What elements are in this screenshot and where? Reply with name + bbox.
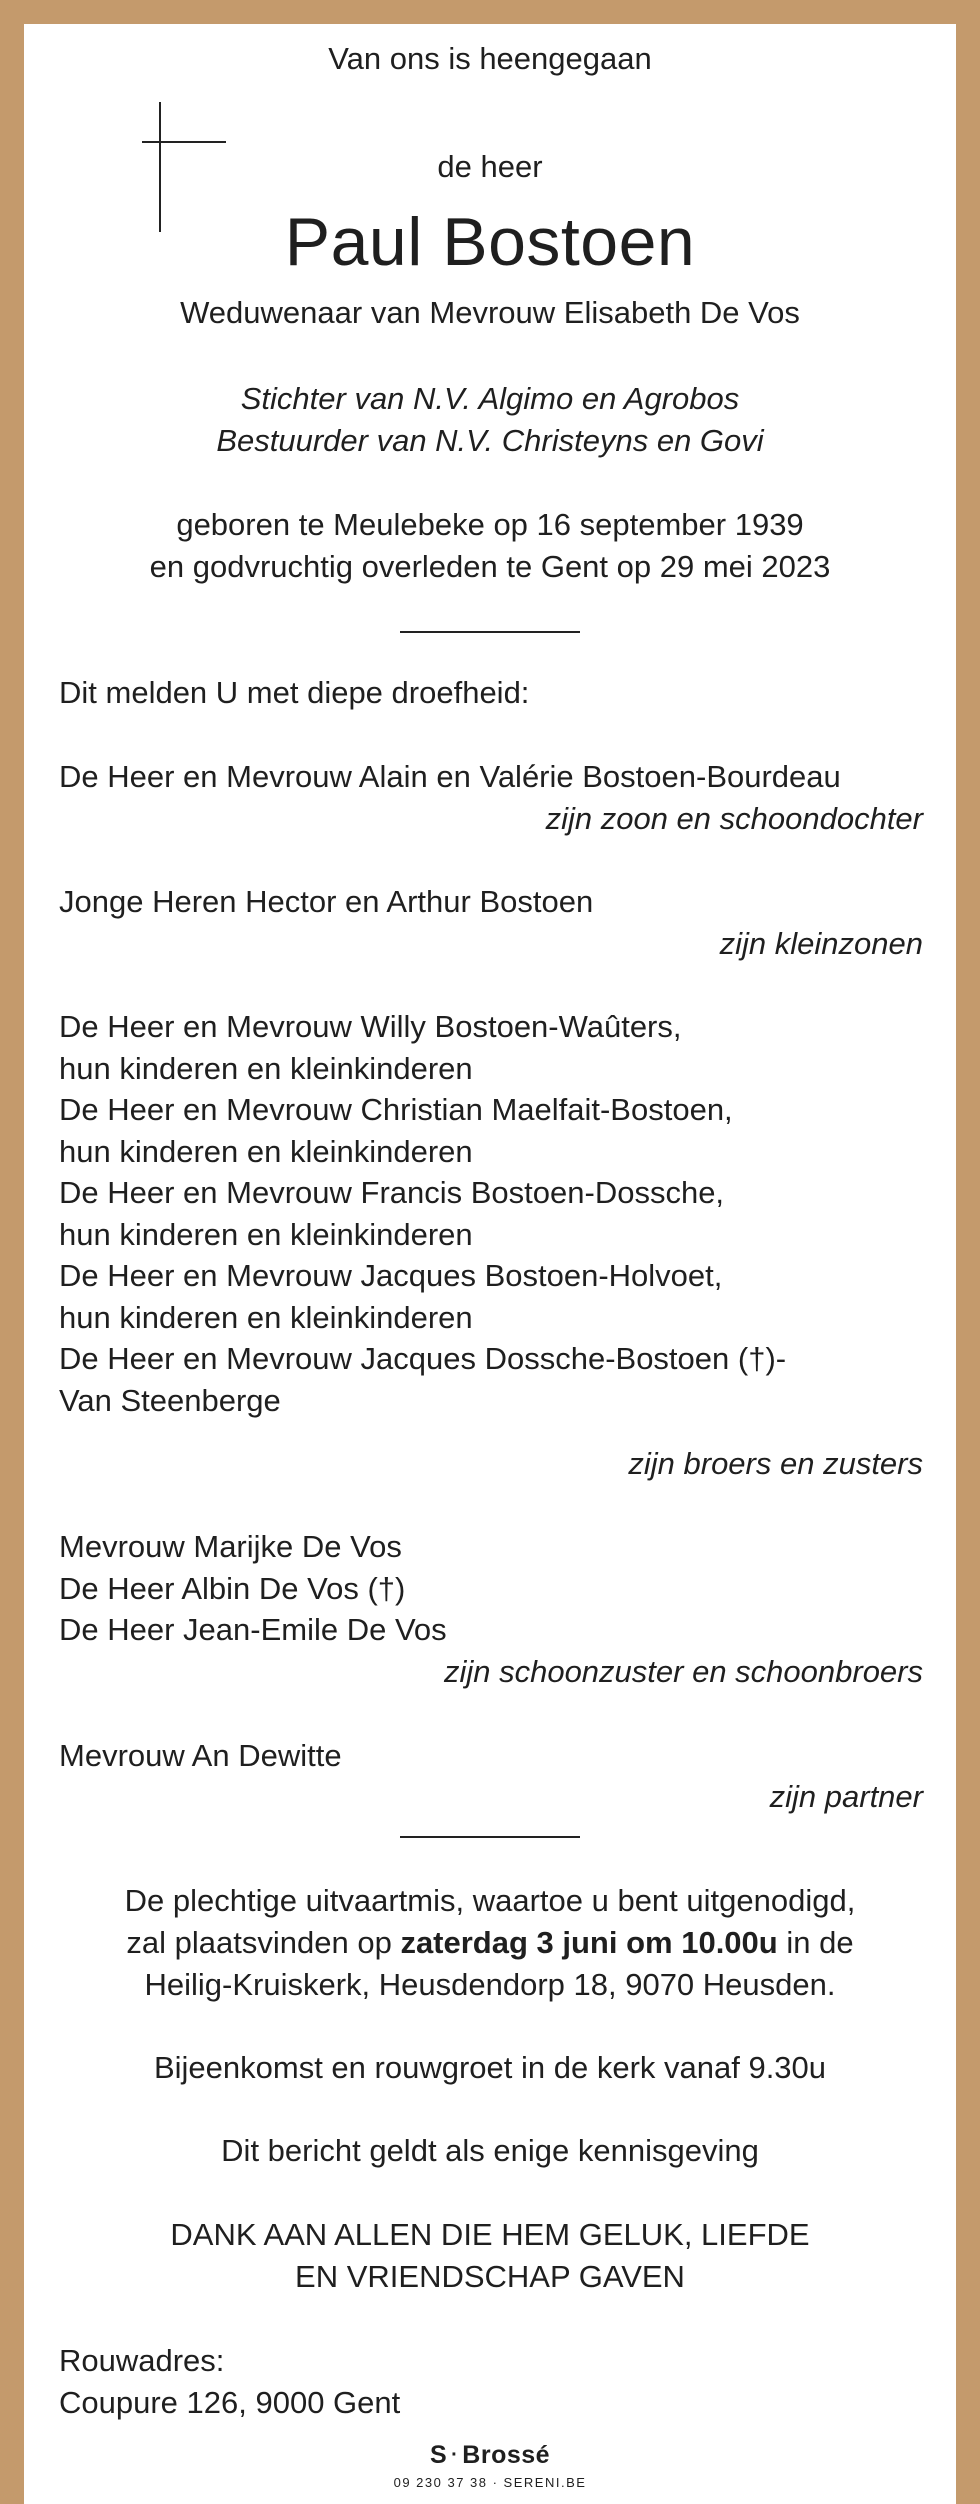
deceased-name: Paul Bostoen: [284, 204, 696, 280]
sibling-line: De Heer en Mevrouw Jacques Bostoen-Holvoet,: [59, 1258, 723, 1293]
funeral-line-2-pre: zal plaatsvinden op: [126, 1925, 401, 1960]
birth-line: geboren te Meulebeke op 16 september 1939: [176, 507, 804, 542]
funeral-line-1: De plechtige uitvaartmis, waartoe u bent uitgenodigd,: [124, 1883, 856, 1918]
family-grandsons: Jonge Heren Hector en Arthur Bostoen: [59, 884, 594, 919]
address-label: Rouwadres:: [59, 2343, 225, 2378]
inlaw-line: De Heer Jean-Emile De Vos: [59, 1612, 447, 1647]
brand-separator: ·: [451, 2444, 459, 2466]
thanks-line-1: DANK AAN ALLEN DIE HEM GELUK, LIEFDE: [170, 2217, 810, 2252]
cross-icon-bar: [142, 141, 226, 143]
caption-siblings: zijn broers en zusters: [628, 1446, 923, 1481]
funeral-date-time: zaterdag 3 juni om 10.00u: [400, 1925, 778, 1960]
caption-inlaws: zijn schoonzuster en schoonbroers: [443, 1654, 923, 1689]
widower-line: Weduwenaar van Mevrouw Elisabeth De Vos: [180, 295, 800, 330]
role-founder: Stichter van N.V. Algimo en Agrobos: [240, 381, 740, 416]
address-value: Coupure 126, 9000 Gent: [59, 2385, 401, 2420]
sibling-line: De Heer en Mevrouw Jacques Dossche-Bostoen (†)-: [59, 1341, 787, 1376]
brand-contact: 09 230 37 38 · SERENI.BE: [393, 2475, 587, 2490]
brand-footer: [292, 2422, 688, 2504]
funeral-line-2-post: in de: [777, 1925, 854, 1960]
divider: [400, 631, 580, 633]
caption-grandsons: zijn kleinzonen: [719, 926, 923, 961]
caption-partner: zijn partner: [769, 1779, 923, 1814]
announce-text: Dit melden U met diepe droefheid:: [59, 675, 530, 710]
sibling-line: hun kinderen en kleinkinderen: [59, 1133, 473, 1169]
brand-name: Brossé: [462, 2441, 551, 2469]
family-inlaws-list: [59, 1526, 939, 1651]
family-partner: Mevrouw An Dewitte: [59, 1738, 342, 1773]
family-siblings-list: [59, 1006, 939, 1421]
thanks-line-2: EN VRIENDSCHAP GAVEN: [295, 2259, 685, 2294]
sibling-line: hun kinderen en kleinkinderen: [59, 1299, 473, 1335]
divider: [400, 1836, 580, 1838]
inlaw-line: Mevrouw Marijke De Vos: [59, 1529, 402, 1564]
death-line: en godvruchtig overleden te Gent op 29 mei 2023: [149, 549, 831, 584]
sibling-line: hun kinderen en kleinkinderen: [59, 1050, 473, 1086]
intro-text: Van ons is heengegaan: [328, 41, 652, 76]
brand-logo: [292, 2440, 688, 2470]
funeral-line-2: [24, 1922, 956, 1964]
sibling-line: De Heer en Mevrouw Willy Bostoen-Waûters,: [59, 1009, 682, 1044]
gathering-line: Bijeenkomst en rouwgroet in de kerk vanaf 9.30u: [153, 2050, 827, 2085]
funeral-line-3: Heilig-Kruiskerk, Heusdendorp 18, 9070 Heusden.: [144, 1967, 836, 2002]
sibling-line: Van Steenberge: [59, 1382, 281, 1418]
family-son: De Heer en Mevrouw Alain en Valérie Bostoen-Bourdeau: [59, 759, 841, 794]
sibling-line: hun kinderen en kleinkinderen: [59, 1216, 473, 1252]
sibling-line: De Heer en Mevrouw Christian Maelfait-Bostoen,: [59, 1092, 733, 1127]
sibling-line: De Heer en Mevrouw Francis Bostoen-Dossche,: [59, 1175, 725, 1210]
caption-son: zijn zoon en schoondochter: [545, 801, 923, 836]
obituary-card: [24, 24, 956, 2504]
notice-line: Dit bericht geldt als enige kennisgeving: [221, 2133, 759, 2168]
brand-letter: S: [429, 2441, 448, 2469]
role-director: Bestuurder van N.V. Christeyns en Govi: [216, 423, 764, 458]
honorific: de heer: [437, 149, 543, 184]
inlaw-line: De Heer Albin De Vos (†): [59, 1570, 406, 1606]
